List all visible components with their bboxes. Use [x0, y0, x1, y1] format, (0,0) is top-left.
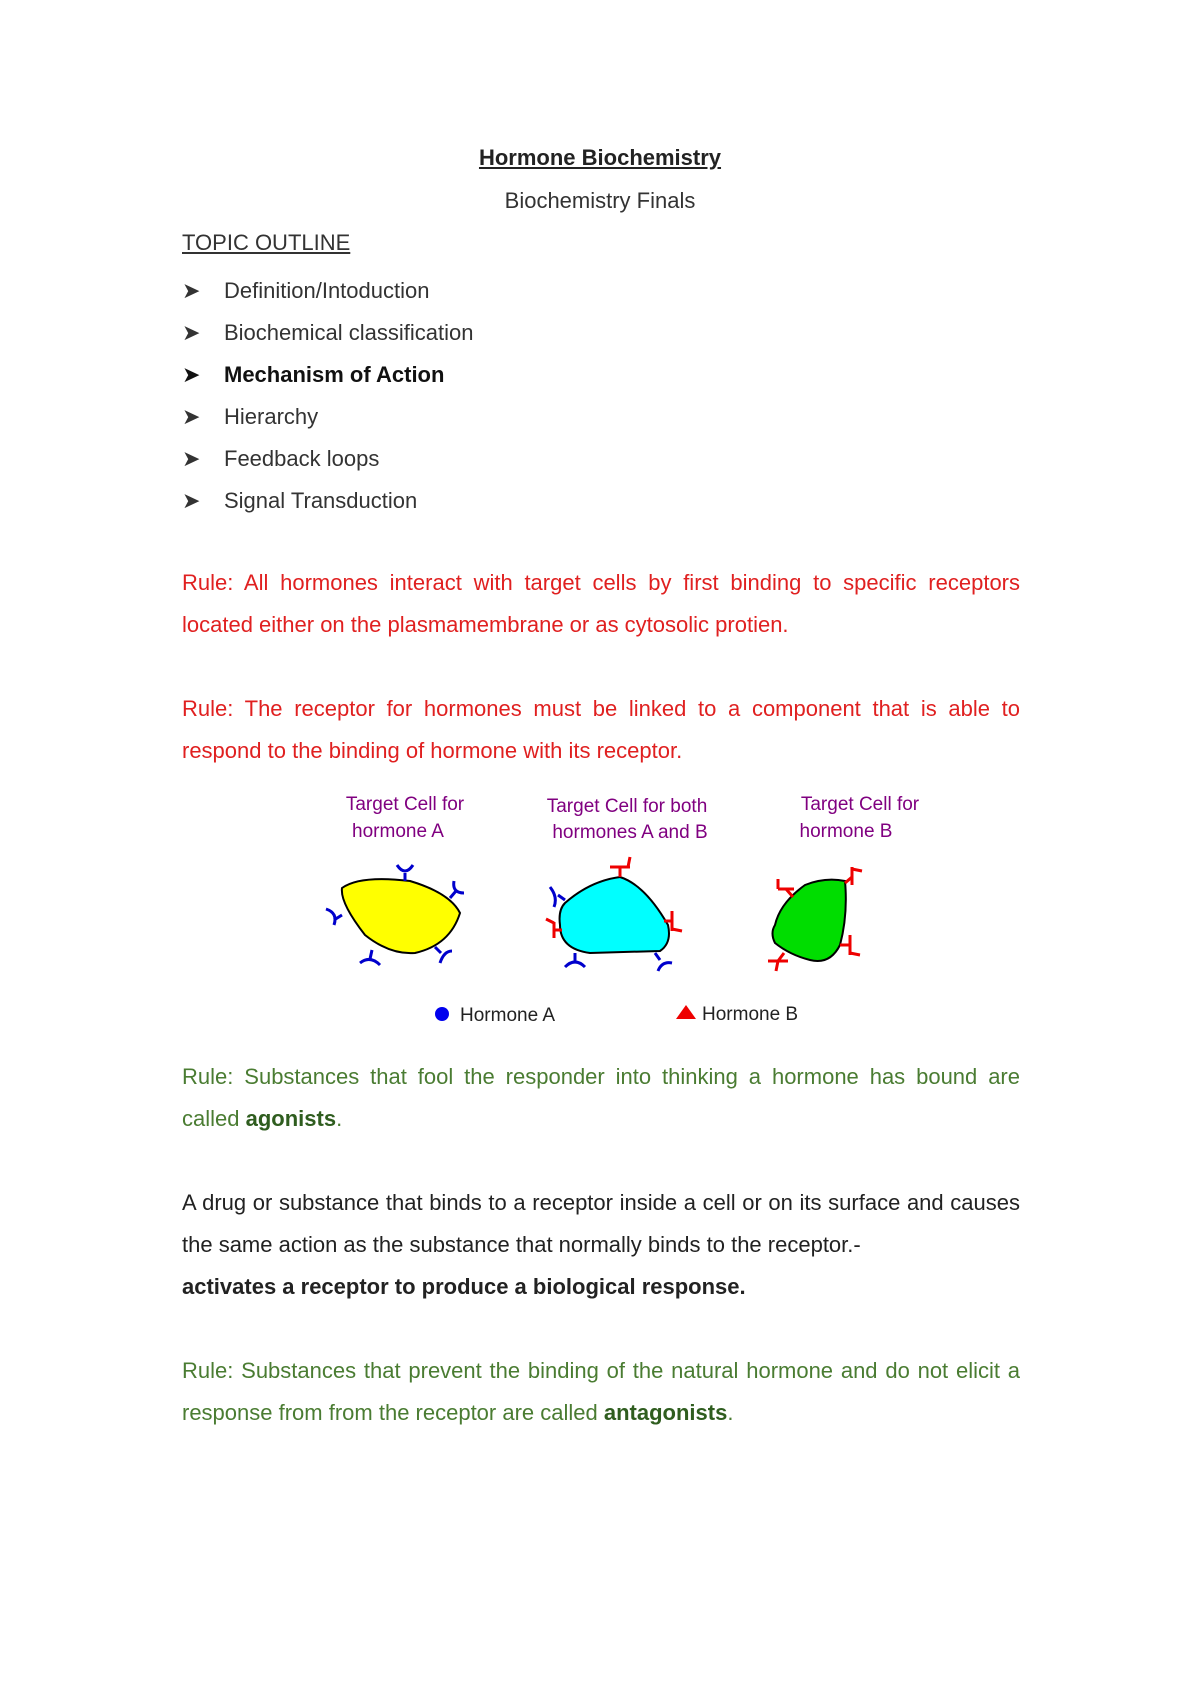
red-triangle-icon: [676, 1005, 696, 1019]
outline-item: ➤ Definition/Intoduction: [182, 270, 473, 312]
arrowhead-bullet-icon: ➤: [182, 278, 201, 303]
target-cell-diagram: [300, 785, 940, 1030]
cell-ab-label-line2: hormones A and B: [552, 822, 708, 843]
page-subtitle: Biochemistry Finals: [504, 188, 696, 213]
legend-hormone-a: Hormone A: [460, 1005, 556, 1026]
outline-item: ➤ Biochemical classification: [182, 312, 473, 354]
agonist-definition-bold: activates a receptor to produce a biological response.: [182, 1274, 746, 1299]
cell-a-label-line1: Target Cell for: [345, 794, 465, 815]
rule-antagonists: Rule: Substances that prevent the binding of the natural hormone and do not elicit a response from from the receptor are called antagonists.: [182, 1358, 1020, 1425]
rule-agonists: Rule: Substances that fool the responder into thinking a hormone has bound are called agonists.: [182, 1064, 1020, 1131]
agonist-definition: A drug or substance that binds to a receptor inside a cell or on its surface and causes the same action as the substance that normally binds to the receptor.- activates a receptor to produce a biological response.: [182, 1190, 1020, 1299]
arrowhead-bullet-icon: ➤: [182, 446, 201, 471]
term-antagonists: antagonists: [603, 1400, 728, 1425]
cell-b-label-line2: hormone B: [799, 821, 893, 842]
outline-item: ➤ Feedback loops: [182, 438, 473, 480]
target-cell-figure: [300, 785, 940, 1030]
rule-receptor-linkage: Rule: The receptor for hormones must be linked to a component that is able to respond to the binding of hormone with its receptor.: [182, 696, 1020, 763]
topic-outline-heading: TOPIC OUTLINE: [182, 230, 351, 255]
arrowhead-bullet-icon: ➤: [182, 404, 201, 429]
arrowhead-bullet-icon: ➤: [182, 488, 201, 513]
term-agonists: agonists: [245, 1106, 337, 1131]
blue-circle-icon: [435, 1007, 449, 1021]
cell-b-label-line1: Target Cell for: [800, 794, 920, 815]
cell-b-body: [773, 880, 846, 961]
legend-hormone-b: Hormone B: [702, 1004, 799, 1025]
cell-ab-body: [560, 877, 669, 953]
cell-a-label-line2: hormone A: [352, 821, 444, 842]
outline-item-active: ➤ Mechanism of Action: [182, 354, 473, 396]
outline-item: ➤ Hierarchy: [182, 396, 473, 438]
rule-receptor-binding: Rule: All hormones interact with target cells by first binding to specific receptors located either on the plasmamembrane or as cytosolic protien.: [182, 570, 1020, 637]
arrowhead-bullet-icon: ➤: [182, 320, 201, 345]
outline-item: ➤ Signal Transduction: [182, 480, 473, 522]
cell-ab-label-line1: Target Cell for both: [546, 796, 708, 817]
topic-outline-list: [182, 270, 473, 522]
cell-a-body: [342, 879, 460, 953]
arrowhead-bullet-icon: ➤: [182, 362, 201, 387]
page-title: Hormone Biochemistry: [478, 145, 722, 170]
